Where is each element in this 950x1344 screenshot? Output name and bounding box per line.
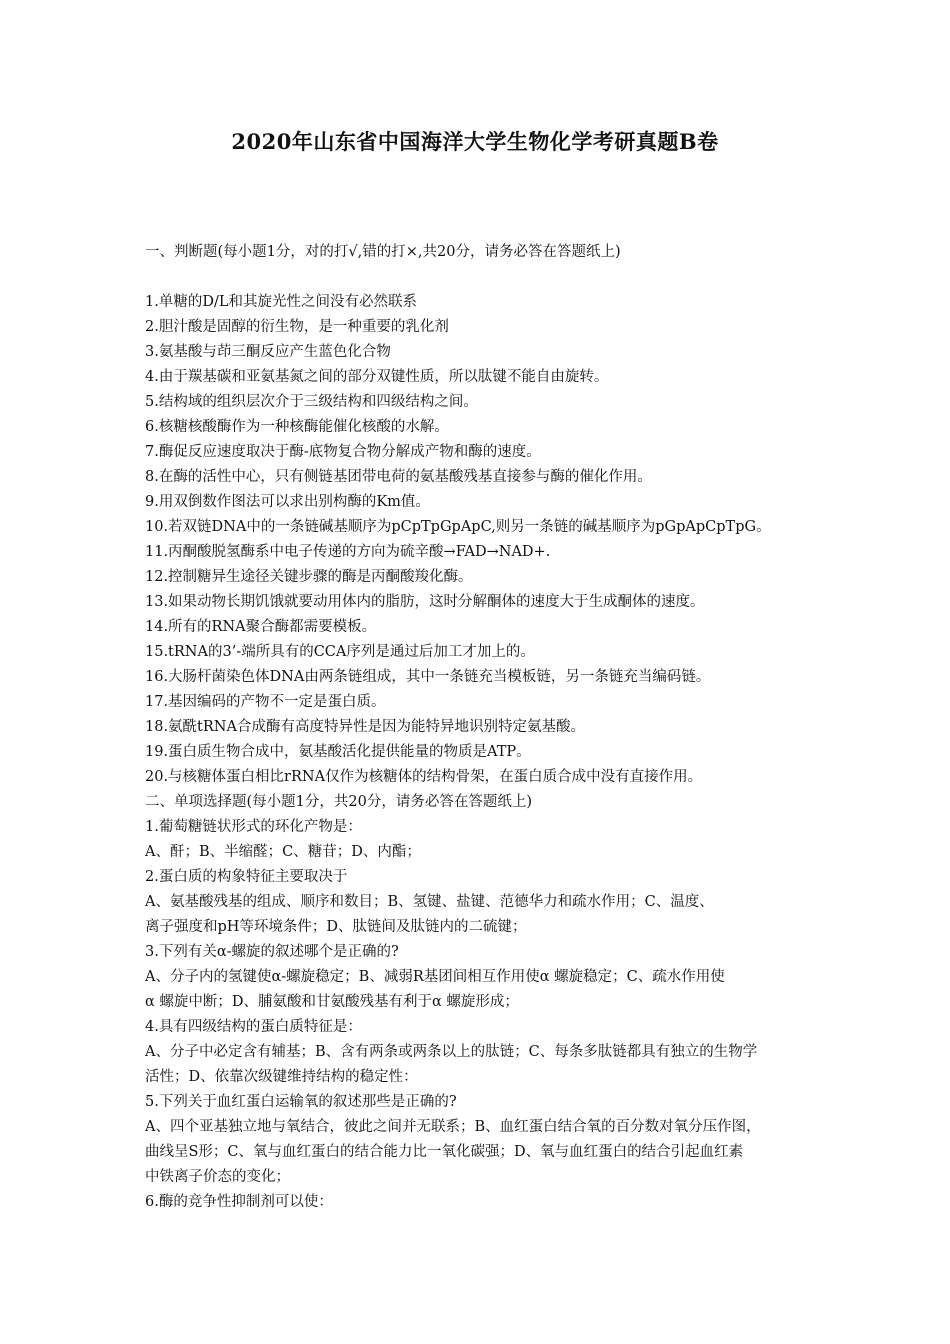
question-line: 3.下列有关α-螺旋的叙述哪个是正确的?: [145, 944, 399, 960]
section-1-heading: 一、判断题(每小题1分，对的打√,错的打×,共20分，请务必答在答题纸上): [145, 244, 621, 260]
question-line: A、氨基酸残基的组成、顺序和数目；B、氢键、盐键、范德华力和疏水作用；C、温度、: [145, 894, 714, 910]
question-line: A、四个亚基独立地与氧结合，彼此之间并无联系；B、血红蛋白结合氧的百分数对氧分压作图，: [145, 1119, 761, 1135]
question-line: A、分子内的氢键使α-螺旋稳定；B、减弱R基团间相互作用使α 螺旋稳定；C、疏水作用使: [145, 969, 725, 985]
question-line: 曲线呈S形；C、氧与血红蛋白的结合能力比一氧化碳强；D、氧与血红蛋白的结合引起血红素: [145, 1144, 744, 1160]
list-item: 14.所有的RNA聚合酶都需要模板。: [145, 619, 377, 635]
list-item: 3.氨基酸与茚三酮反应产生蓝色化合物: [145, 344, 391, 360]
list-item: 4.由于羰基碳和亚氨基氮之间的部分双键性质，所以肽键不能自由旋转。: [145, 369, 609, 385]
list-item: 5.结构域的组织层次介于三级结构和四级结构之间。: [145, 394, 478, 410]
page-title: 2020年山东省中国海洋大学生物化学考研真题B卷: [231, 129, 719, 154]
list-item: 2.胆汁酸是固醇的衍生物，是一种重要的乳化剂: [145, 319, 449, 335]
question-line: 6.酶的竞争性抑制剂可以使：: [145, 1194, 333, 1210]
list-item: 15.tRNA的3’-端所具有的CCA序列是通过后加工才加上的。: [145, 644, 535, 660]
question-line: 1.葡萄糖链状形式的环化产物是：: [145, 819, 362, 835]
list-item: 16.大肠杆菌染色体DNA由两条链组成，其中一条链充当模板链，另一条链充当编码链。: [145, 669, 711, 685]
question-line: A、酐；B、半缩醛；C、糖苷；D、内酯；: [145, 844, 421, 860]
list-item: 13.如果动物长期饥饿就要动用体内的脂肪，这时分解酮体的速度大于生成酮体的速度。: [145, 594, 705, 610]
question-line: 2.蛋白质的构象特征主要取决于: [145, 869, 348, 885]
section-1-list: [145, 290, 825, 790]
list-item: 11.丙酮酸脱氢酶系中电子传递的方向为硫辛酸→FAD→NAD+.: [145, 544, 551, 560]
list-item: 10.若双链DNA中的一条链碱基顺序为pCpTpGpApC,则另一条链的碱基顺序为pGpApCpTpG。: [145, 519, 771, 535]
question-line: 4.具有四级结构的蛋白质特征是：: [145, 1019, 362, 1035]
list-item: 12.控制糖异生途径关键步骤的酶是丙酮酸羧化酶。: [145, 569, 473, 585]
question-line: 离子强度和pH等环境条件；D、肽链间及肽链内的二硫键；: [145, 919, 527, 935]
list-item: 1.单糖的D/L和其旋光性之间没有必然联系: [145, 294, 417, 310]
question-line: 活性；D、依靠次级键维持结构的稳定性：: [145, 1069, 418, 1085]
list-item: 19.蛋白质生物合成中，氨基酸活化提供能量的物质是ATP。: [145, 744, 531, 760]
list-item: 9.用双倒数作图法可以求出别构酶的Km值。: [145, 494, 430, 510]
list-item: 20.与核糖体蛋白相比rRNA仅作为核糖体的结构骨架，在蛋白质合成中没有直接作用。: [145, 769, 703, 785]
document-body: [145, 240, 825, 1215]
question-line: A、分子中必定含有辅基；B、含有两条或两条以上的肽链；C、每条多肽链都具有独立的生物学: [145, 1044, 758, 1060]
spacer: [145, 265, 825, 290]
list-item: 8.在酶的活性中心，只有侧链基团带电荷的氨基酸残基直接参与酶的催化作用。: [145, 469, 652, 485]
list-item: 17.基因编码的产物不一定是蛋白质。: [145, 694, 386, 710]
list-item: 7.酶促反应速度取决于酶-底物复合物分解成产物和酶的速度。: [145, 444, 541, 460]
question-line: α 螺旋中断；D、脯氨酸和甘氨酸残基有利于α 螺旋形成；: [145, 994, 519, 1010]
question-line: 5.下列关于血红蛋白运输氧的叙述那些是正确的?: [145, 1094, 457, 1110]
question-line: 中铁离子价态的变化；: [145, 1169, 290, 1185]
list-item: 18.氨酰tRNA合成酶有高度特异性是因为能特异地识别特定氨基酸。: [145, 719, 585, 735]
list-item: 6.核糖核酸酶作为一种核酶能催化核酸的水解。: [145, 419, 449, 435]
section-2-heading: 二、单项选择题(每小题1分，共20分，请务必答在答题纸上): [145, 794, 532, 810]
section-2-list: [145, 815, 825, 1215]
